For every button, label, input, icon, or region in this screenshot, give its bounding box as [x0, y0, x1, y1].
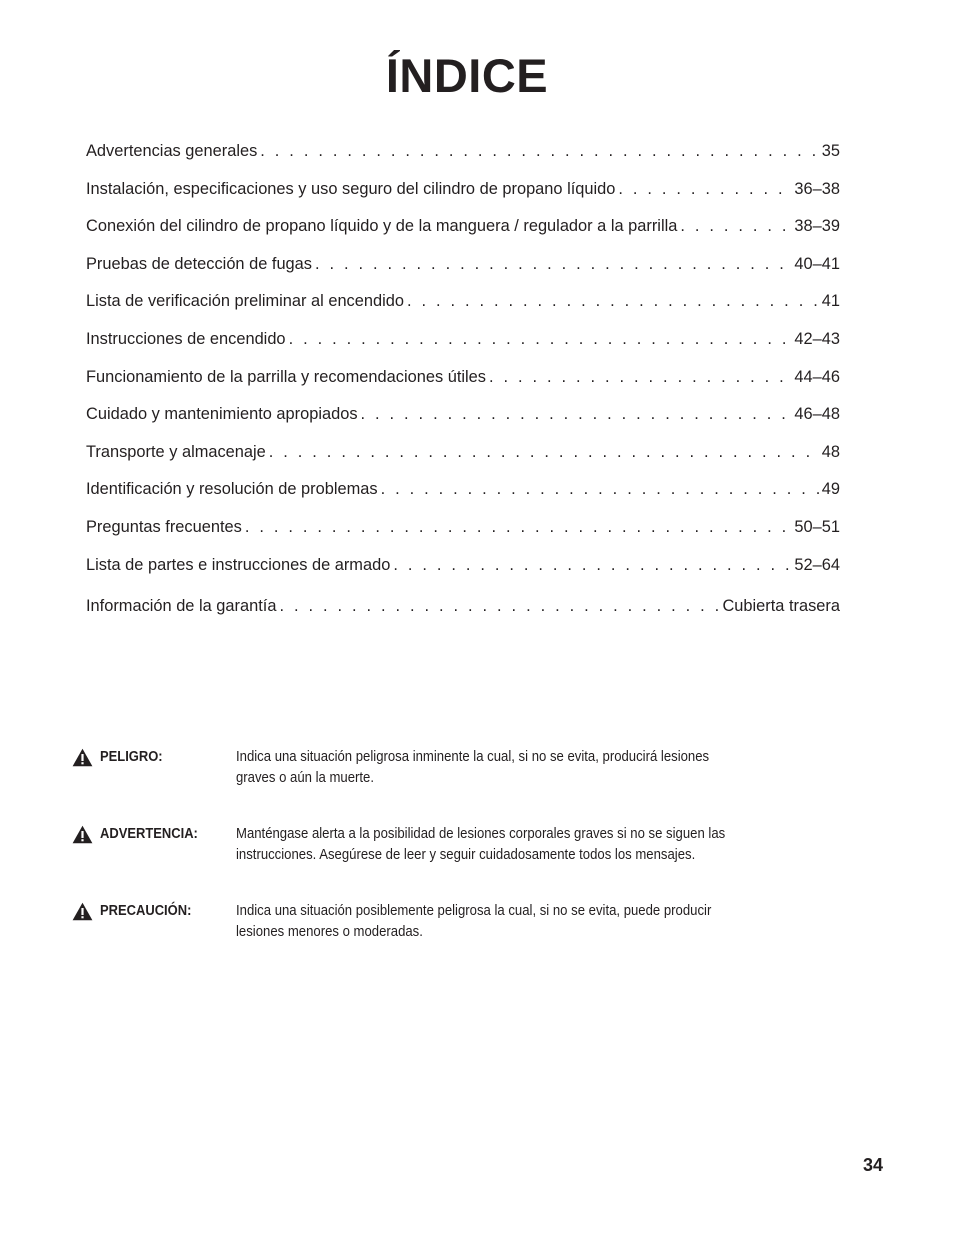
toc-entry-page: 36–38: [794, 179, 840, 198]
notice-heading: [72, 747, 236, 788]
notice-label: PELIGRO:: [100, 749, 163, 765]
toc-dot-leader: [269, 443, 819, 462]
warning-triangle-icon: [72, 748, 93, 767]
toc-entry-page: 52–64: [794, 555, 840, 574]
warning-triangle-icon: [72, 902, 93, 921]
toc-entry-page: 46–48: [794, 405, 840, 424]
toc-entry-label: Instrucciones de encendido: [86, 329, 286, 348]
toc-entry[interactable]: [86, 330, 840, 368]
notice-label: PRECAUCIÓN:: [100, 903, 192, 919]
notice-caution: [72, 901, 832, 942]
toc-dot-leader: [407, 292, 819, 311]
toc-dot-leader: [279, 597, 719, 616]
toc-entry-label: Cuidado y mantenimiento apropiados: [86, 405, 358, 424]
toc-dot-leader: [489, 368, 791, 387]
toc-entry-label: Advertencias generales: [86, 142, 258, 160]
toc-entry-page: 49: [821, 480, 840, 499]
toc-entry-page: 41: [821, 292, 840, 311]
notice-heading: [72, 824, 236, 865]
toc-entry[interactable]: [86, 405, 840, 443]
toc-dot-leader: [245, 518, 792, 537]
notice-text: Manténgase alerta a la posibilidad de lesiones corporales graves si no se siguen las instrucciones. Asegúrese de leer y seguir cuidadosamente todos los mensajes.: [236, 826, 726, 863]
notice-text: Indica una situación posiblemente peligrosa la cual, si no se evita, puede producir lesiones menores o moderadas.: [236, 903, 712, 940]
notice-label: ADVERTENCIA:: [100, 826, 198, 842]
warning-triangle-icon: [72, 825, 93, 844]
toc-entry-label: Funcionamiento de la parrilla y recomendaciones útiles: [86, 367, 486, 386]
toc-dot-leader: [260, 142, 818, 161]
toc-entry[interactable]: [86, 443, 840, 481]
toc-dot-leader: [361, 405, 792, 424]
toc-entry[interactable]: [86, 142, 840, 180]
toc-entry-page: 44–46: [794, 367, 840, 386]
toc-entry[interactable]: [86, 480, 840, 518]
toc-entry-page: 35: [821, 142, 840, 160]
toc-entry-label: Lista de verificación preliminar al encendido: [86, 292, 404, 311]
toc-dot-leader: [393, 556, 791, 575]
notice-heading: [72, 901, 236, 942]
notice-text: Indica una situación peligrosa inminente la cual, si no se evita, producirá lesiones graves o aún la muerte.: [236, 749, 710, 786]
notice-warning: [72, 824, 832, 865]
toc-entry-label: Preguntas frecuentes: [86, 517, 242, 536]
page-title: ÍNDICE: [385, 49, 549, 102]
toc-entry[interactable]: [86, 255, 840, 293]
toc-entry[interactable]: [86, 180, 840, 218]
toc-dot-leader: [381, 480, 819, 499]
toc-entry[interactable]: [86, 556, 840, 594]
toc-entry-label: Transporte y almacenaje: [86, 442, 266, 461]
toc-dot-leader: [289, 330, 792, 349]
toc-entry[interactable]: [86, 292, 840, 330]
toc-entry-label: Instalación, especificaciones y uso seguro del cilindro de propano líquido: [86, 179, 616, 198]
toc-entry-label: Lista de partes e instrucciones de armado: [86, 555, 391, 574]
toc-entry-page: 50–51: [794, 517, 840, 536]
notice-danger: [72, 747, 832, 788]
toc-entry[interactable]: [86, 518, 840, 556]
toc-entry-page: 38–39: [794, 217, 840, 236]
toc-entry-label: Pruebas de detección de fugas: [86, 254, 312, 273]
toc-entry-label: Identificación y resolución de problemas: [86, 480, 378, 499]
toc-dot-leader: [315, 255, 791, 274]
page-number: 34: [862, 1155, 883, 1175]
toc-entry-page: 42–43: [794, 329, 840, 348]
toc-entry-page: 48: [821, 442, 840, 461]
toc-dot-leader: [618, 180, 791, 199]
toc-entry[interactable]: [86, 368, 840, 406]
toc-entry-page: 40–41: [794, 254, 840, 273]
toc-entry[interactable]: [86, 217, 840, 255]
toc-entry-label: Conexión del cilindro de propano líquido y de la manguera / regulador a la parrilla: [86, 217, 678, 236]
table-of-contents: [86, 142, 840, 635]
toc-entry[interactable]: [86, 597, 840, 635]
toc-entry-page: Cubierta trasera: [722, 597, 840, 616]
toc-dot-leader: [680, 217, 791, 236]
toc-entry-label: Información de la garantía: [86, 597, 277, 616]
